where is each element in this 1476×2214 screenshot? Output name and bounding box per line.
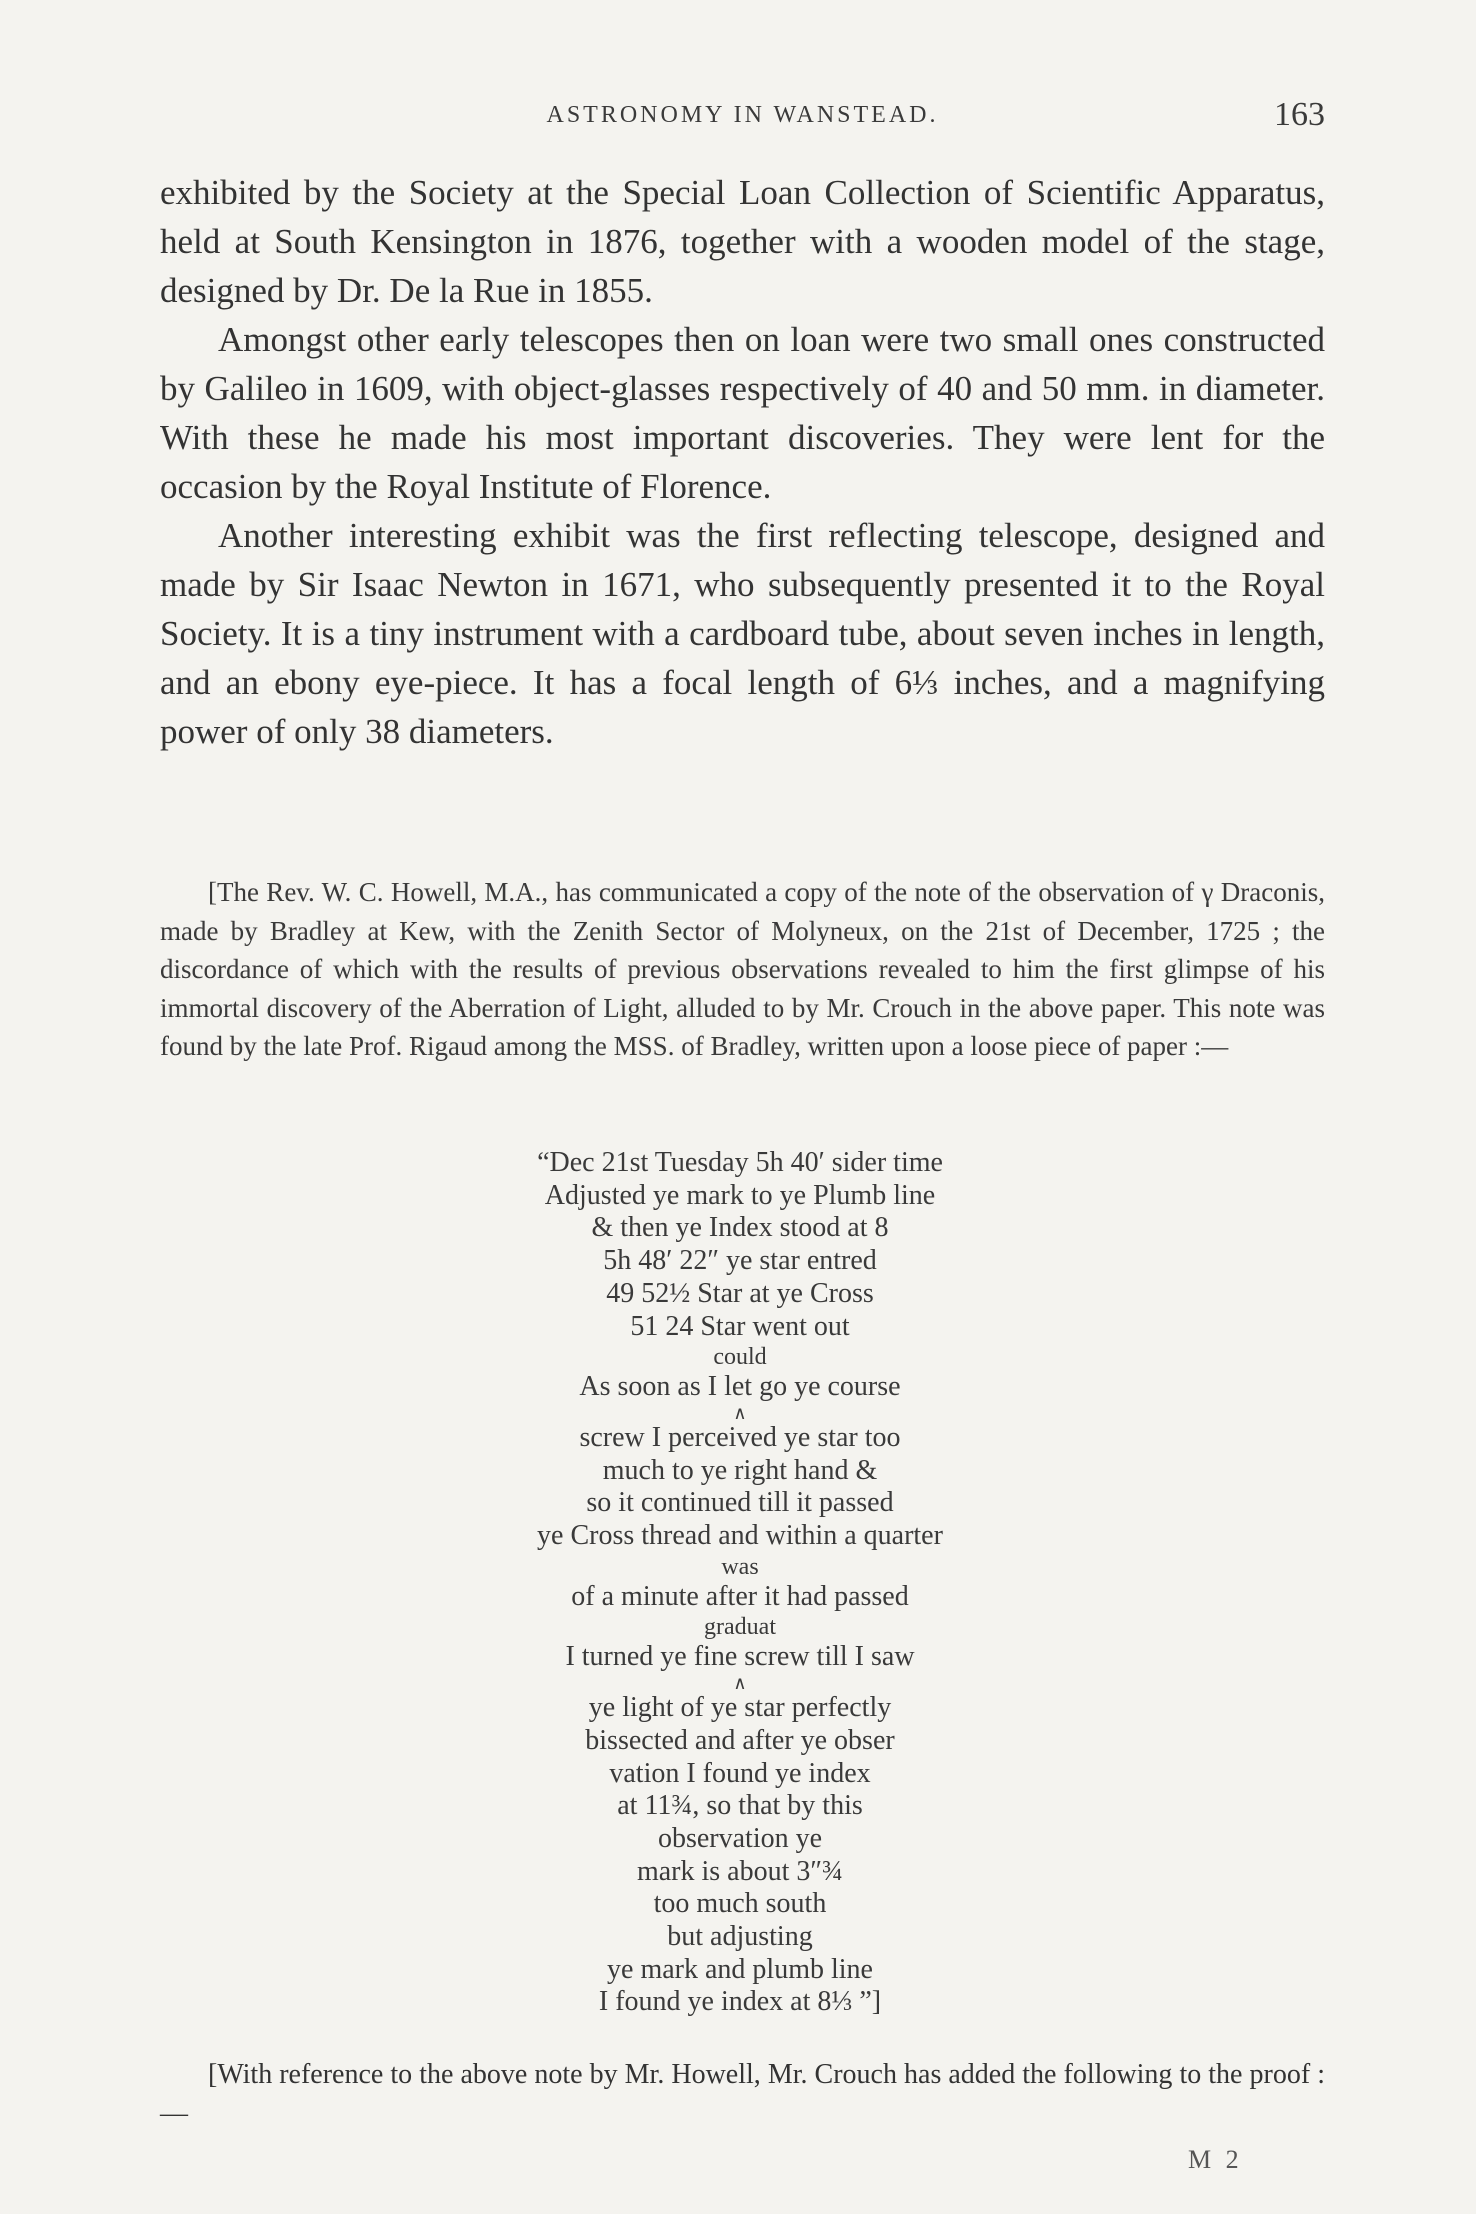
quote-line: 49 52½ Star at ye Cross xyxy=(606,1277,874,1309)
closing-note-text: [With reference to the above note by Mr. Howell, Mr. Crouch has added the following to the proof :— xyxy=(160,2059,1325,2129)
editorial-note xyxy=(160,873,1325,1066)
quote-line: I found ye index at 8⅓ ”] xyxy=(598,1986,882,2018)
insertion-caret: ∧ xyxy=(733,1402,747,1423)
running-head: ASTRONOMY IN WANSTEAD. xyxy=(546,102,939,128)
interlinear-insertion: graduat xyxy=(704,1614,776,1641)
quote-line: “Dec 21st Tuesday 5h 40′ sider time xyxy=(537,1147,943,1178)
interlinear-insertion: could xyxy=(713,1344,767,1371)
quote-line: observation ye xyxy=(657,1822,823,1854)
quote-line: ye Cross thread and within a quarter xyxy=(537,1520,943,1552)
quote-line: 51 24 Star went out xyxy=(630,1310,850,1342)
paragraph-continued: exhibited by the Society at the Special Loan Collection of Scientific Apparatus, held at South Kensington in 1876, together with a wooden model of the stage, designed by Dr. De la Rue in 1855. xyxy=(160,173,1325,310)
quote-line: much to ye right hand & xyxy=(602,1454,878,1486)
signature-mark: M 2 xyxy=(1188,2145,1243,2174)
quote-line: mark is about 3″¾ xyxy=(636,1855,844,1887)
quote-line: As soon as I let go ye course xyxy=(579,1371,901,1403)
quote-line: 5h 48′ 22″ ye star entred xyxy=(603,1245,877,1277)
quote-line: screw I perceived ye star too xyxy=(579,1421,901,1453)
quote-line: too much south xyxy=(653,1888,827,1920)
closing-note xyxy=(160,2055,1325,2133)
insertion-caret: ∧ xyxy=(733,1673,747,1694)
interlinear-insertion: was xyxy=(721,1553,759,1580)
paragraph-newton: Another interesting exhibit was the first reflecting telescope, designed and made by Sir Isaac Newton in 1671, who subsequently presented it to the Royal Society. It is a tiny instrument with a cardboard tube, about seven inches in length, and an ebony eye-piece. It has a focal length of 6⅓ inches, and a magnifying power of only 38 diameters. xyxy=(160,516,1325,751)
quote-line: at 11¾, so that by this xyxy=(617,1790,863,1822)
quote-line: but adjusting xyxy=(667,1921,813,1953)
quote-line: of a minute after it had passed xyxy=(571,1580,909,1612)
body-text xyxy=(160,168,1325,756)
quote-line: vation I found ye index xyxy=(609,1757,871,1789)
quote-line: I turned ye fine screw till I saw xyxy=(565,1641,915,1673)
note-text: [The Rev. W. C. Howell, M.A., has communicated a copy of the note of the observation of γ Draconis, made by Bradley at Kew, with the Zenith Sector of Molyneux, on the 21st of December, 1725 ; the discordance of which with the results of previous observations revealed to him the first glimpse of his immortal discovery of the Aberration of Light, alluded to by Mr. Crouch in the above paper. This note was found by the late Prof. Rigaud among the MSS. of Bradley, written upon a loose piece of paper :— xyxy=(160,877,1325,1061)
quote-line: ye mark and plumb line xyxy=(607,1953,873,1985)
page-header xyxy=(160,96,1325,140)
page-number: 163 xyxy=(1274,96,1325,133)
quote-line: ye light of ye star perfectly xyxy=(588,1692,892,1724)
paragraph-galileo: Amongst other early telescopes then on loan were two small ones constructed by Galileo in 1609, with object-glasses respectively of 40 and 50 mm. in diameter. With these he made his most important discoveries. They were lent for the occasion by the Royal Institute of Florence. xyxy=(160,320,1325,506)
quote-line: Adjusted ye mark to ye Plumb line xyxy=(544,1179,936,1211)
quote-line: & then ye Index stood at 8 xyxy=(591,1212,889,1244)
quote-line: bissected and after ye obser xyxy=(585,1724,895,1756)
quote-line: so it continued till it passed xyxy=(586,1487,894,1519)
bradley-quotation xyxy=(360,1147,1120,2019)
